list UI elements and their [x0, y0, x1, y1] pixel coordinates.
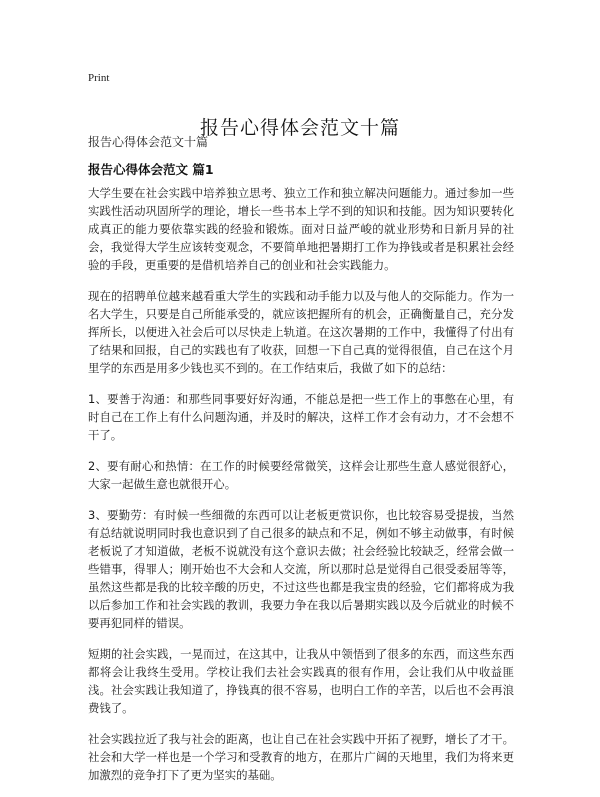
paragraph: 3、要勤劳：有时候一些细微的东西可以让老板更赏识你，也比较容易受提拔，当然有总结就说明同时我也意识到了自己很多的缺点和不足，例如不够主动做事，有时候老板说了才知道做，老板不说就没有这个意识去做；社会经验比较缺乏，经常会做一些错事，得罪人；刚开始也不大会和人交流，所以那时总是觉得自己很受委屈等等，虽然这些都是我的比较辛酸的历史，不过这些也都是我宝贵的经验，它们都将成为我以后参加工作和社会实践的教训，我要力争在我以后暑期实践以及今后就业的时候不要再犯同样的错误。	[88, 508, 514, 630]
section-heading: 报告心得体会范文 篇1	[88, 162, 214, 177]
page-title: 报告心得体会范文十篇	[199, 116, 400, 139]
document-body	[88, 184, 514, 797]
paragraph: 大学生要在社会实践中培养独立思考、独立工作和独立解决问题能力。通过参加一些实践性活动巩固所学的理论，增长一些书本上学不到的知识和技能。因为知识要转化成真正的能力要依靠实践的经验和锻炼。面对日益严峻的就业形势和日新月异的社会，我觉得大学生应该转变观念，不要简单地把暑期打工作为挣钱或者是积累社会经验的手段，更重要的是借机培养自己的创业和社会实践能力。	[88, 186, 514, 272]
paragraph: 2、要有耐心和热情：在工作的时候要经常微笑，这样会让那些生意人感觉很舒心，大家一起做生意也就很开心。	[88, 459, 514, 491]
paragraph: 社会实践拉近了我与社会的距离，也让自己在社会实践中开拓了视野，增长了才干。社会和大学一样也是一个学习和受教育的地方，在那片广阔的天地里，我们为将来更加激烈的竞争打下了更为坚实的基础。	[88, 732, 514, 782]
paragraph: 1、要善于沟通：和那些同事要好好沟通，不能总是把一些工作上的事憋在心里，有时自己在工作上有什么问题沟通，并及时的解决，这样工作才会有动力，才不会想不干了。	[88, 392, 514, 442]
document-subtitle: 报告心得体会范文十篇	[88, 135, 209, 149]
print-label: Print	[88, 72, 110, 84]
paragraph: 现在的招聘单位越来越看重大学生的实践和动手能力以及与他人的交际能力。作为一名大学生，只要是自己所能承受的，就应该把握所有的机会，正确衡量自己，充分发挥所长，以便进入社会后可以尽快走上轨道。在这次暑期的工作中，我懂得了付出有了结果和回报，自己的实践也有了收获，回想一下自己真的觉得很值，自己在这个月里学的东西是用多少钱也买不到的。在工作结束后，我做了如下的总结：	[88, 289, 514, 375]
paragraph: 短期的社会实践，一晃而过，在这其中，让我从中领悟到了很多的东西，而这些东西都将会让我终生受用。学校让我们去社会实践真的很有作用，会让我们从中收益匪浅。社会实践让我知道了，挣钱真的很不容易，也明白工作的辛苦，以后也不会再浪费钱了。	[88, 647, 514, 715]
